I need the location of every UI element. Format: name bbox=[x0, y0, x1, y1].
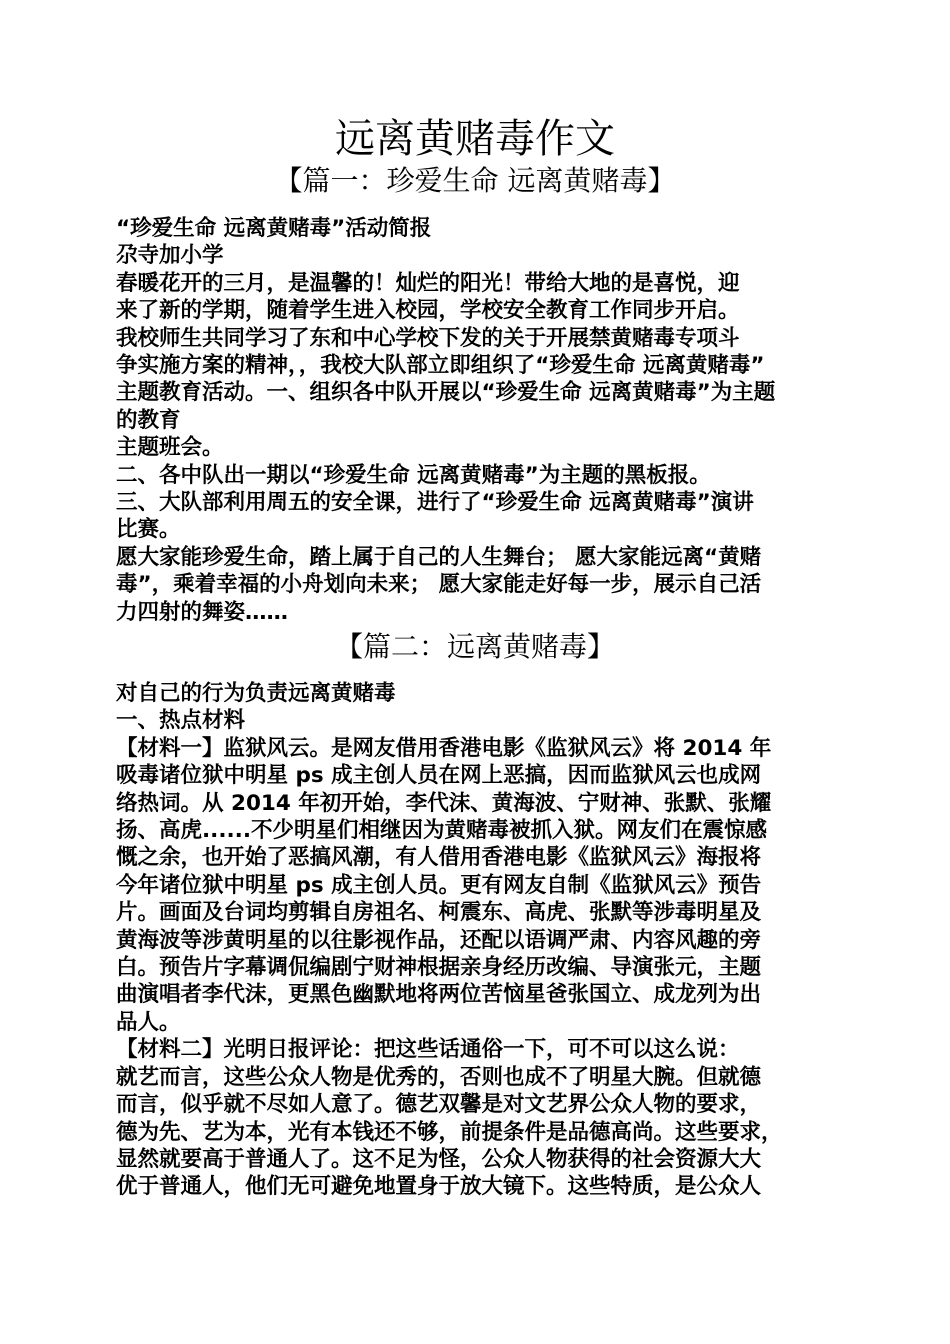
text-line: 今年诸位狱中明星 ps 成主创人员。更有网友自制《监狱风云》预告 bbox=[116, 872, 762, 898]
text-line: 尕寺加小学 bbox=[116, 243, 224, 269]
text-line: 络热词。从 2014 年初开始，李代沫、黄海波、宁财神、张默、张耀 bbox=[116, 790, 772, 816]
section-2-heading: 【篇二：远离黄赌毒】 bbox=[334, 630, 615, 663]
text-line: 春暖花开的三月，是温馨的！灿烂的阳光！带给大地的是喜悦，迎 bbox=[116, 270, 740, 296]
text-line: 【材料一】监狱风云。是网友借用香港电影《监狱风云》将 2014 年 bbox=[116, 735, 772, 761]
text-line: 优于普通人，他们无可避免地置身于放大镜下。这些特质，是公众人 bbox=[116, 1174, 762, 1200]
text-line: 黄海波等涉黄明星的以往影视作品，还配以语调严肃、内容风趣的旁 bbox=[116, 927, 762, 953]
text-line: 力四射的舞姿…… bbox=[116, 599, 289, 625]
text-line: 【材料二】光明日报评论：把这些话通俗一下，可不可以这么说： bbox=[116, 1037, 740, 1063]
text-line: 我校师生共同学习了东和中心学校下发的关于开展禁黄赌毒专项斗 bbox=[116, 325, 740, 351]
text-line: 片。画面及台词均剪辑自房祖名、柯震东、高虎、张默等涉毒明星及 bbox=[116, 900, 762, 926]
section-2-body bbox=[116, 680, 838, 1201]
section-1-heading: 【篇一：珍爱生命 远离黄赌毒】 bbox=[274, 164, 676, 197]
document-title: 远离黄赌毒作文 bbox=[335, 116, 615, 162]
text-line: 二、各中队出一期以“珍爱生命 远离黄赌毒”为主题的黑板报。 bbox=[116, 462, 711, 488]
text-line: 的教育 bbox=[116, 407, 181, 433]
text-line: 一、热点材料 bbox=[116, 708, 246, 734]
text-line: 对自己的行为负责远离黄赌毒 bbox=[116, 681, 396, 706]
text-line: 就艺而言，这些公众人物是优秀的，否则也成不了明星大腕。但就德 bbox=[116, 1064, 762, 1090]
text-line: 主题班会。 bbox=[116, 435, 224, 461]
text-line: 争实施方案的精神，，我校大队部立即组织了“珍爱生命 远离黄赌毒” bbox=[116, 353, 765, 379]
text-line: 毒”，乘着幸福的小舟划向未来； 愿大家能走好每一步，展示自己活 bbox=[116, 572, 762, 598]
text-line: 白。预告片字幕调侃编剧宁财神根据亲身经历改编、导演张元，主题 bbox=[116, 955, 762, 981]
text-line: 慨之余，也开始了恶搞风潮，有人借用香港电影《监狱风云》海报将 bbox=[116, 845, 762, 871]
text-line: 显然就要高于普通人了。这不足为怪，公众人物获得的社会资源大大 bbox=[116, 1146, 762, 1172]
section-1-body bbox=[116, 215, 838, 626]
text-line: 愿大家能珍爱生命，踏上属于自己的人生舞台； 愿大家能远离“黄赌 bbox=[116, 544, 762, 570]
text-line: 三、大队部利用周五的安全课，进行了“珍爱生命 远离黄赌毒”演讲 bbox=[116, 490, 754, 516]
text-line: 品人。 bbox=[116, 1009, 181, 1035]
text-line: “珍爱生命 远离黄赌毒”活动简报 bbox=[116, 216, 432, 241]
text-line: 曲演唱者李代沫，更黑色幽默地将两位苦恼星爸张国立、成龙列为出 bbox=[116, 982, 762, 1008]
text-line: 比赛。 bbox=[116, 517, 181, 543]
text-line: 扬、高虎......不少明星们相继因为黄赌毒被抓入狱。网友们在震惊感 bbox=[116, 818, 768, 844]
text-line: 主题教育活动。一、组织各中队开展以“珍爱生命 远离黄赌毒”为主题 bbox=[116, 380, 776, 406]
text-line: 吸毒诸位狱中明星 ps 成主创人员在网上恶搞，因而监狱风云也成网 bbox=[116, 763, 762, 789]
text-line: 德为先、艺为本，光有本钱还不够，前提条件是品德高尚。这些要求， bbox=[116, 1119, 783, 1145]
text-line: 而言，似乎就不尽如人意了。德艺双馨是对文艺界公众人物的要求， bbox=[116, 1092, 762, 1118]
text-line: 来了新的学期，随着学生进入校园，学校安全教育工作同步开启。 bbox=[116, 298, 740, 324]
